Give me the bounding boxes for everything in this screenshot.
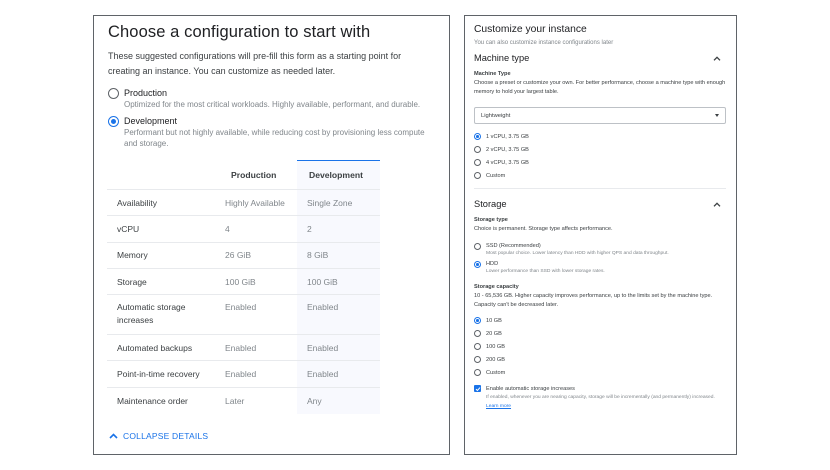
radio-custom-capacity[interactable] bbox=[474, 366, 726, 379]
development-value: Single Zone bbox=[297, 190, 380, 216]
radio-checked-icon[interactable] bbox=[474, 133, 481, 140]
radio-hdd[interactable] bbox=[474, 260, 726, 276]
development-value: 2 bbox=[297, 216, 380, 242]
radio-10gb[interactable] bbox=[474, 314, 726, 327]
radio-development[interactable] bbox=[108, 115, 435, 150]
machine-type-label: Machine Type bbox=[474, 71, 511, 77]
radio-label: Custom bbox=[486, 369, 506, 376]
radio-circle-icon[interactable] bbox=[474, 243, 481, 250]
chevron-up-icon bbox=[109, 433, 118, 439]
row-label: Point-in-time recovery bbox=[107, 361, 215, 387]
development-value: 8 GiB bbox=[297, 242, 380, 268]
development-value: 100 GiB bbox=[297, 268, 380, 294]
radio-checked-icon[interactable] bbox=[474, 261, 481, 268]
config-title: Choose a configuration to start with bbox=[108, 23, 371, 41]
production-value: Enabled bbox=[215, 361, 297, 387]
storage-type-label: Storage type bbox=[474, 217, 508, 223]
storage-section-header[interactable] bbox=[474, 199, 726, 209]
production-value: Enabled bbox=[215, 335, 297, 361]
development-value: Enabled bbox=[297, 335, 380, 361]
production-value: 4 bbox=[215, 216, 297, 242]
checkbox-checked-icon[interactable] bbox=[474, 385, 481, 392]
table-row bbox=[107, 361, 380, 387]
auto-increase-description: If enabled, whenever you are nearing capacity, storage will be incrementally (and permanently) increased. bbox=[486, 395, 715, 400]
radio-circle-icon[interactable] bbox=[108, 88, 119, 99]
row-label: Automatic storage increases bbox=[107, 295, 215, 335]
radio-label: Custom bbox=[486, 172, 506, 179]
row-label: Automated backups bbox=[107, 335, 215, 361]
row-label: Maintenance order bbox=[107, 387, 215, 413]
radio-label: 20 GB bbox=[486, 330, 502, 337]
table-row bbox=[107, 216, 380, 242]
row-label: Availability bbox=[107, 190, 215, 216]
storage-capacity-label: Storage capacity bbox=[474, 284, 519, 290]
customize-panel bbox=[464, 15, 737, 455]
radio-circle-icon[interactable] bbox=[474, 172, 481, 179]
configuration-panel bbox=[93, 15, 450, 455]
machine-type-select[interactable] bbox=[474, 107, 726, 124]
machine-type-description: Choose a preset or customize your own. For better performance, choose a machine type with enough memory to hold your largest table. bbox=[474, 80, 726, 95]
auto-increase-label: Enable automatic storage increases bbox=[486, 386, 575, 392]
development-value: Any bbox=[297, 387, 380, 413]
row-label: Memory bbox=[107, 242, 215, 268]
storage-type-description: Choice is permanent. Storage type affects performance. bbox=[474, 226, 613, 232]
radio-circle-icon[interactable] bbox=[474, 356, 481, 363]
table-header-empty bbox=[107, 161, 215, 190]
radio-circle-icon[interactable] bbox=[474, 159, 481, 166]
radio-description: Optimized for the most critical workloads. Highly available, performant, and durable. bbox=[124, 100, 421, 109]
radio-label: 200 GB bbox=[486, 356, 505, 363]
radio-4-vcpu[interactable] bbox=[474, 156, 726, 169]
config-description: These suggested configurations will pre-fill this form as a starting point for creating an instance. You can customize as needed later. bbox=[108, 51, 402, 76]
radio-label: Development bbox=[124, 115, 178, 126]
production-value: 26 GiB bbox=[215, 242, 297, 268]
radio-20gb[interactable] bbox=[474, 327, 726, 340]
radio-1-vcpu[interactable] bbox=[474, 130, 726, 143]
radio-label: 100 GB bbox=[486, 343, 505, 350]
machine-type-section-header[interactable] bbox=[474, 53, 726, 63]
table-header-development: Development bbox=[297, 161, 380, 190]
row-label: Storage bbox=[107, 268, 215, 294]
radio-circle-icon[interactable] bbox=[474, 146, 481, 153]
learn-more-link[interactable]: Learn more bbox=[486, 403, 512, 409]
customize-title: Customize your instance bbox=[474, 24, 587, 35]
collapse-details-label: COLLAPSE DETAILS bbox=[123, 431, 209, 441]
storage-capacity-description: 10 - 65,536 GB. Higher capacity improves performance, up to the limits set by the machine type. Capacity can't be decreased later. bbox=[474, 293, 713, 308]
production-value: Later bbox=[215, 387, 297, 413]
development-value: Enabled bbox=[297, 295, 380, 335]
machine-preset-radio-group bbox=[474, 130, 726, 182]
production-value: Highly Available bbox=[215, 190, 297, 216]
machine-type-title: Machine type bbox=[474, 53, 530, 63]
radio-label: SSD (Recommended) bbox=[486, 243, 541, 249]
table-header-production: Production bbox=[231, 169, 277, 180]
radio-checked-icon[interactable] bbox=[474, 317, 481, 324]
production-value: Enabled bbox=[215, 295, 297, 335]
radio-production[interactable] bbox=[108, 87, 435, 111]
production-value: 100 GiB bbox=[215, 268, 297, 294]
machine-type-select-value: Lightweight bbox=[481, 112, 511, 119]
radio-circle-icon[interactable] bbox=[474, 330, 481, 337]
auto-storage-increase-checkbox-row[interactable] bbox=[474, 385, 726, 411]
storage-title: Storage bbox=[474, 199, 507, 209]
table-row bbox=[107, 387, 380, 413]
configuration-comparison-table bbox=[107, 160, 380, 414]
radio-description: Performant but not highly available, while reducing cost by provisioning less compute and storage. bbox=[124, 127, 425, 148]
radio-100gb[interactable] bbox=[474, 340, 726, 353]
radio-label: 10 GB bbox=[486, 317, 502, 324]
dropdown-caret-icon bbox=[715, 114, 719, 117]
table-row bbox=[107, 242, 380, 268]
radio-200gb[interactable] bbox=[474, 353, 726, 366]
chevron-up-icon[interactable] bbox=[712, 200, 722, 208]
storage-capacity-radio-group bbox=[474, 314, 726, 379]
radio-description: Most popular choice. Lower latency than HDD with higher QPS and data throughput. bbox=[486, 251, 669, 256]
development-value: Enabled bbox=[297, 361, 380, 387]
radio-checked-icon[interactable] bbox=[108, 116, 119, 127]
collapse-details-button[interactable] bbox=[109, 431, 208, 441]
radio-circle-icon[interactable] bbox=[474, 369, 481, 376]
row-label: vCPU bbox=[107, 216, 215, 242]
radio-label: Production bbox=[124, 88, 168, 98]
table-header-row bbox=[107, 161, 380, 190]
table-row bbox=[107, 335, 380, 361]
customize-subtitle: You can also customize instance configurations later bbox=[474, 40, 614, 46]
table-row bbox=[107, 190, 380, 216]
section-divider bbox=[474, 188, 726, 189]
radio-2-vcpu[interactable] bbox=[474, 143, 726, 156]
radio-description: Lower performance than SSD with lower storage rates. bbox=[486, 269, 605, 274]
radio-label: 1 vCPU, 3.75 GB bbox=[486, 133, 529, 140]
table-row bbox=[107, 295, 380, 335]
radio-ssd[interactable] bbox=[474, 242, 726, 258]
radio-custom-machine[interactable] bbox=[474, 169, 726, 182]
radio-circle-icon[interactable] bbox=[474, 343, 481, 350]
radio-label: HDD bbox=[486, 261, 499, 267]
radio-label: 4 vCPU, 3.75 GB bbox=[486, 159, 529, 166]
chevron-up-icon[interactable] bbox=[712, 54, 722, 62]
radio-label: 2 vCPU, 3.75 GB bbox=[486, 146, 529, 153]
table-row bbox=[107, 268, 380, 294]
